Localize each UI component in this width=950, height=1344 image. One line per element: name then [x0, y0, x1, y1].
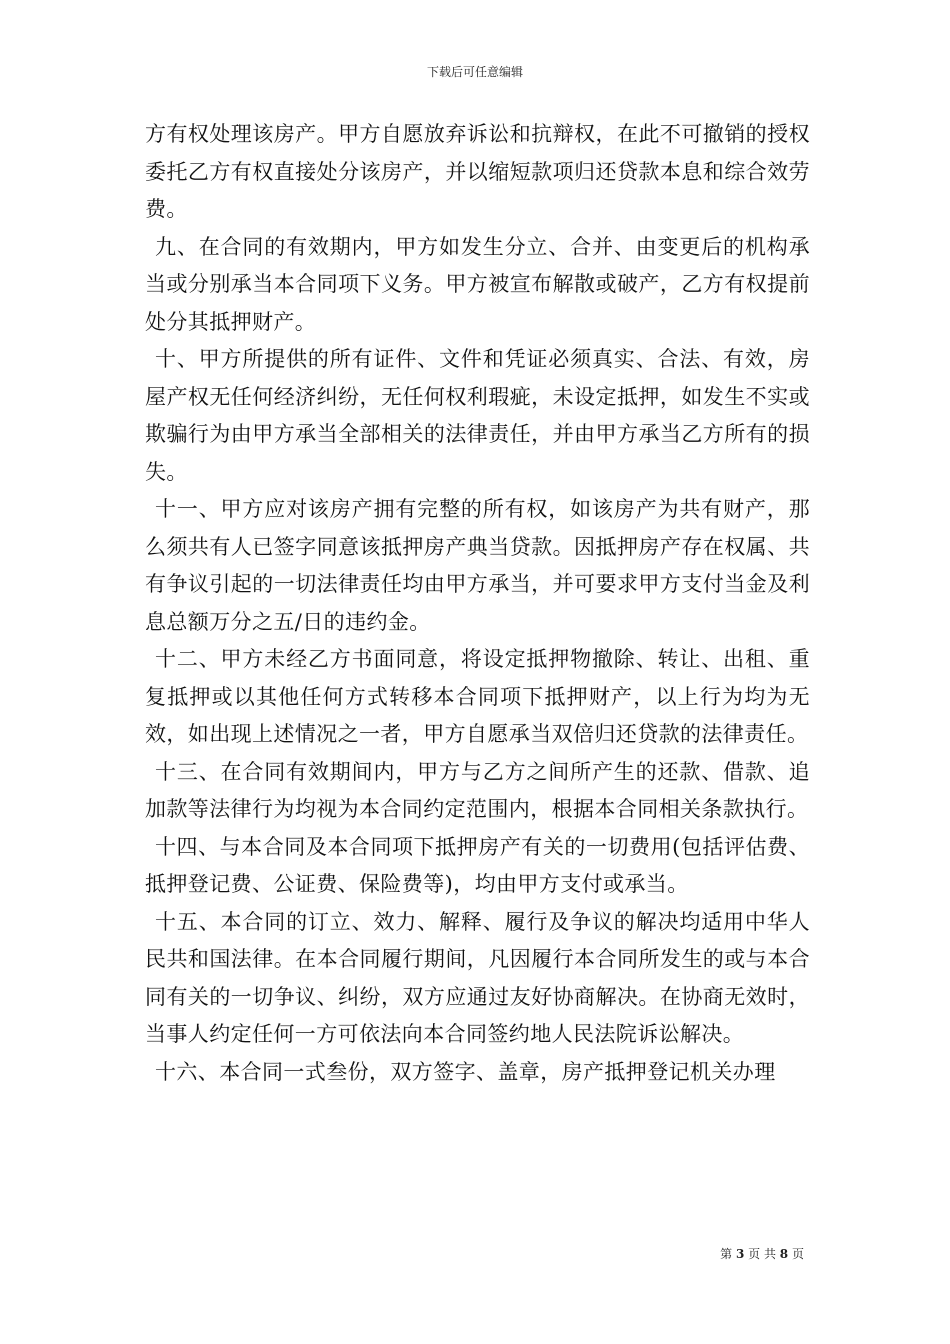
clause-11: 十一、甲方应对该房产拥有完整的所有权，如该房产为共有财产，那么须共有人已签字同意该抵押房产典当贷款。因抵押房产存在权属、共有争议引起的一切法律责任均由甲方承当，并可要求甲方支付当金及利息总额万分之五/日的违约金。	[145, 497, 810, 634]
clause-16: 十六、本合同一式叁份，双方签字、盖章，房产抵押登记机关办理	[155, 1059, 776, 1084]
page-footer	[720, 1246, 804, 1262]
document-body	[145, 116, 810, 1091]
page-header: 下载后可任意编辑	[426, 65, 523, 79]
clause-13: 十三、在合同有效期间内，甲方与乙方之间所产生的还款、借款、追加款等法律行为均视为本合同约定范围内，根据本合同相关条款执行。	[145, 759, 810, 821]
clause-14: 十四、与本合同及本合同项下抵押房产有关的一切费用(包括评估费、抵押登记费、公证费、保险费等)，均由甲方支付或承当。	[145, 834, 810, 896]
clause-12: 十二、甲方未经乙方书面同意，将设定抵押物撤除、转让、出租、重复抵押或以其他任何方式转移本合同项下抵押财产，以上行为均为无效，如出现上述情况之一者，甲方自愿承当双倍归还贷款的法律责任。	[145, 647, 810, 746]
paragraph-continuation: 方有权处理该房产。甲方自愿放弃诉讼和抗辩权，在此不可撤销的授权委托乙方有权直接处分该房产，并以缩短款项归还贷款本息和综合效劳费。	[145, 122, 810, 221]
current-page-number: 3	[735, 1247, 745, 1261]
clause-9: 九、在合同的有效期内，甲方如发生分立、合并、由变更后的机构承当或分别承当本合同项下义务。甲方被宣布解散或破产，乙方有权提前处分其抵押财产。	[145, 234, 810, 334]
footer-suffix: 页	[791, 1247, 804, 1261]
clause-10: 十、甲方所提供的所有证件、文件和凭证必须真实、合法、有效，房屋产权无任何经济纠纷，无任何权利瑕疵，未设定抵押，如发生不实或欺骗行为由甲方承当全部相关的法律责任，并由甲方承当乙方所有的损失。	[145, 347, 810, 484]
clause-15: 十五、本合同的订立、效力、解释、履行及争议的解决均适用中华人民共和国法律。在本合同履行期间，凡因履行本合同所发生的或与本合同有关的一切争议、纠纷，双方应通过友好协商解决。在协商无效时，当事人约定任何一方可依法向本合同签约地人民法院诉讼解决。	[145, 909, 810, 1046]
footer-prefix: 第	[720, 1247, 733, 1261]
footer-middle: 页 共	[748, 1247, 776, 1261]
total-page-number: 8	[779, 1247, 789, 1261]
